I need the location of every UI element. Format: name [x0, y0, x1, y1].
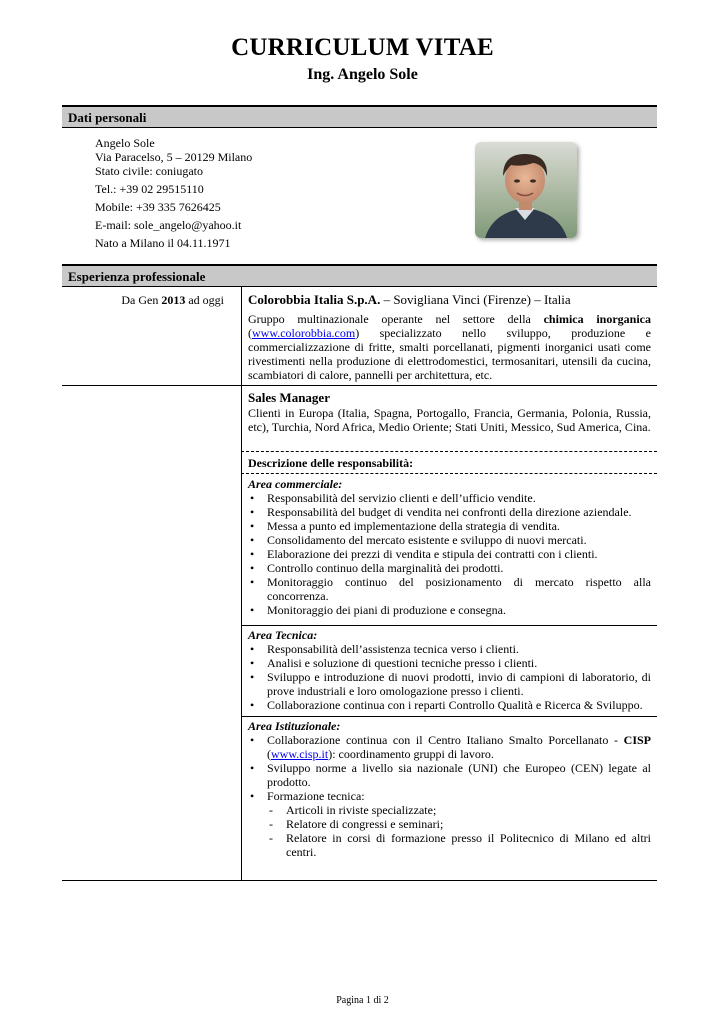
area-tecnica-title: Area Tecnica: — [248, 628, 318, 642]
list-item: • Messa a punto ed implementazione della strategia di vendita. — [248, 519, 651, 533]
row-divider — [241, 625, 657, 626]
list-item: • Elaborazione dei prezzi di vendita e stipula dei contratti con i clienti. — [248, 547, 651, 561]
personal-address: Via Paracelso, 5 – 20129 Milano — [95, 150, 253, 164]
area-commerciale — [248, 477, 651, 617]
list-item: • Formazione tecnica: - Articoli in riviste specializzate; - Relatore di congressi e seminari; - Relatore in corsi di formazione presso il Politecnico di Milano ed altri centri. — [248, 789, 651, 859]
personal-phone: Tel.: +39 02 29515110 — [95, 182, 204, 196]
table-bottom-rule — [62, 880, 657, 881]
personal-name: Angelo Sole — [95, 136, 155, 150]
sub-list-item: - Relatore in corsi di formazione presso il Politecnico di Milano ed altri centri. — [267, 831, 651, 859]
company-name: Colorobbia Italia S.p.A. — [248, 292, 381, 307]
role-block — [248, 390, 651, 434]
list-item: • Responsabilità del servizio clienti e dell’ufficio vendite. — [248, 491, 651, 505]
company-location: – Sovigliana Vinci (Firenze) – Italia — [380, 292, 571, 307]
list-item: • Monitoraggio dei piani di produzione e consegna. — [248, 603, 651, 617]
cisp-website-link[interactable]: www.cisp.it — [271, 747, 329, 761]
section-header-personal: Dati personali — [62, 105, 657, 128]
company-heading — [248, 292, 651, 308]
area-tecnica — [248, 628, 651, 712]
list-item: • Responsabilità dell’assistenza tecnica verso i clienti. — [248, 642, 651, 656]
personal-mobile: Mobile: +39 335 7626425 — [95, 200, 221, 214]
list-item: • Responsabilità del budget di vendita nei confronti della direzione aziendale. — [248, 505, 651, 519]
list-item: • Controllo continuo della marginalità dei prodotti. — [248, 561, 651, 575]
list-item: • Sviluppo norme a livello sia nazionale (UNI) che Europeo (CEN) legate al prodotto. — [248, 761, 651, 789]
area-commerciale-title: Area commerciale: — [248, 477, 343, 491]
personal-email: E-mail: sole_angelo@yahoo.it — [95, 218, 242, 232]
role-description: Clienti in Europa (Italia, Spagna, Portogallo, Francia, Germania, Polonia, Russia, etc), Turchia, Nord Africa, Medio Oriente; Stati Uniti, Messico, Sud America, Cina. — [248, 406, 651, 434]
row-divider — [241, 716, 657, 717]
document-title: CURRICULUM VITAE — [231, 34, 494, 61]
profile-photo — [475, 142, 577, 238]
list-item: • Analisi e soluzione di questioni tecniche presso i clienti. — [248, 656, 651, 670]
responsibilities-title: Descrizione delle responsabilità: — [248, 456, 414, 470]
sub-list-item: - Relatore di congressi e seminari; — [267, 817, 651, 831]
company-block — [248, 292, 651, 382]
sub-list-item: - Articoli in riviste specializzate; — [267, 803, 651, 817]
list-item: • Consolidamento del mercato esistente e sviluppo di nuovi mercati. — [248, 533, 651, 547]
area-istituzionale-title: Area Istituzionale: — [248, 719, 341, 733]
personal-details — [95, 136, 252, 250]
section-header-experience: Esperienza professionale — [62, 264, 657, 287]
personal-marital-status: Stato civile: coniugato — [95, 164, 203, 178]
company-description: Gruppo multinazionale operante nel settore della chimica inorganica (www.colorobbia.com) specializzato nello sviluppo, produzione e commercializzazione di fritte, smalti porcellanati, pigmenti inorganici usati come rivestimenti nella produzione di elettrodomestici, termosanitari, utensili da cucina, scambiatori di calore, pannelli per architettura, etc. — [248, 312, 651, 382]
dashed-divider — [241, 473, 657, 474]
list-item: • Sviluppo e introduzione di nuovi prodotti, invio di campioni di laboratorio, di prove industriali e loro omologazione presso i clienti. — [248, 670, 651, 698]
row-divider — [62, 385, 657, 386]
column-divider — [241, 287, 242, 881]
company-website-link[interactable]: www.colorobbia.com — [252, 326, 356, 340]
document-subtitle: Ing. Angelo Sole — [307, 66, 418, 83]
role-title: Sales Manager — [248, 390, 330, 405]
experience-date: Da Gen 2013 ad oggi — [121, 293, 224, 307]
list-item: • Monitoraggio continuo del posizionamento di mercato rispetto alla concorrenza. — [248, 575, 651, 603]
page-number: Pagina 1 di 2 — [336, 995, 389, 1006]
list-item: • Collaborazione continua con il Centro Italiano Smalto Porcellanato - CISP (www.cisp.it): coordinamento gruppi di lavoro. — [248, 733, 651, 761]
dashed-divider — [241, 451, 657, 452]
list-item: • Collaborazione continua con i reparti Controllo Qualità e Ricerca & Sviluppo. — [248, 698, 651, 712]
personal-birth: Nato a Milano il 04.11.1971 — [95, 236, 231, 250]
area-istituzionale — [248, 719, 651, 859]
